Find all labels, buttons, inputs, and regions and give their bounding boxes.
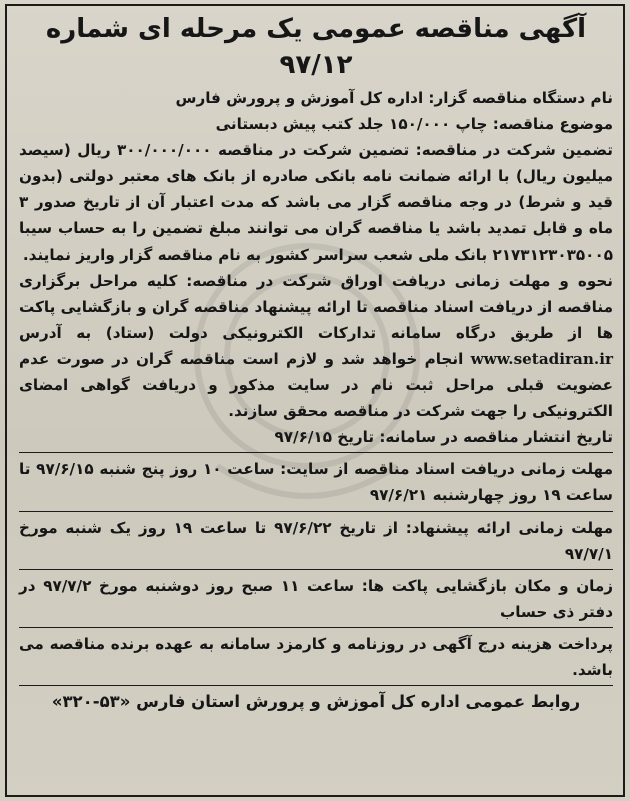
divider [19, 452, 613, 453]
bid-deadline-paragraph: مهلت زمانی ارائه پیشنهاد: از تاریخ ۹۷/۶/۲۲ تا ساعت ۱۹ روز یک شنبه مورخ ۹۷/۷/۱ [19, 518, 613, 563]
divider [19, 511, 613, 512]
divider [19, 685, 613, 686]
guarantee-paragraph: تضمین شرکت در مناقصه: تضمین شرکت در مناقصه ۳۰۰/۰۰۰/۰۰۰ ریال (سیصد میلیون ریال) با ارائه ضمانت نامه بانکی صادره از بانک های معتبر دولتی (بدون قید و شرط) در وجه مناقصه گزار می باشد که مدت اعتبار آن از تاریخ صدور ۳ ماه و قابل تمدید باشد یا مناقصه گران می توانند مبلغ تضمین را به حساب سیبا ۲۱۷۳۱۲۳۰۳۵۰۰۵ بانک ملی شعب سراسر کشور به نام مناقصه گزار واریز نمایند. [19, 141, 613, 264]
documents-text: نحوه و مهلت زمانی دریافت اوراق شرکت در مناقصه: کلیه مراحل برگزاری مناقصه از دریافت اسناد مناقصه تا ارائه پیشنهاد مناقصه گران و بازگشایی پاکت ها از طریق درگاه سامانه تدارکات الکترونیکی دولت (ستاد) به آدرس [19, 271, 613, 342]
divider [19, 569, 613, 570]
documents-text-continued: انجام خواهد شد و لازم است مناقصه گران در صورت عدم عضویت قبلی مراحل ثبت نام در سایت مذکور و دریافت گواهی امضای الکترونیکی را جهت شرکت در مناقصه محقق سازند. [19, 349, 613, 421]
setadiran-url: www.setadiran.ir [470, 349, 613, 368]
documents-paragraph [19, 268, 613, 425]
divider [19, 627, 613, 628]
document-deadline-paragraph: مهلت زمانی دریافت اسناد مناقصه از سایت: ساعت ۱۰ روز پنج شنبه ۹۷/۶/۱۵ تا ساعت ۱۹ روز چهارشنبه ۹۷/۶/۲۱ [19, 460, 613, 505]
publish-date-paragraph: تاریخ انتشار مناقصه در سامانه: تاریخ ۹۷/۶/۱۵ [274, 428, 613, 447]
opening-paragraph: زمان و مکان بازگشایی پاکت ها: ساعت ۱۱ صبح روز دوشنبه مورخ ۹۷/۷/۲ در دفتر ذی حساب [19, 576, 614, 621]
public-relations-footer: روابط عمومی اداره کل آموزش و پرورش استان فارس «۵۳-۳۲۰» [51, 692, 581, 712]
subject-line: موضوع مناقصه: چاپ ۱۵۰/۰۰۰ جلد کتب پیش دبستانی [215, 115, 613, 134]
fees-paragraph: پرداخت هزینه درج آگهی در روزنامه و کارمزد سامانه به عهده برنده مناقصه می باشد. [19, 634, 613, 679]
notice-frame [5, 4, 625, 797]
organizer-line: نام دستگاه مناقصه گزار: اداره کل آموزش و پرورش فارس [175, 89, 613, 107]
notice-title: آگهی مناقصه عمومی یک مرحله ای شماره ۹۷/۱۲ [45, 14, 587, 80]
